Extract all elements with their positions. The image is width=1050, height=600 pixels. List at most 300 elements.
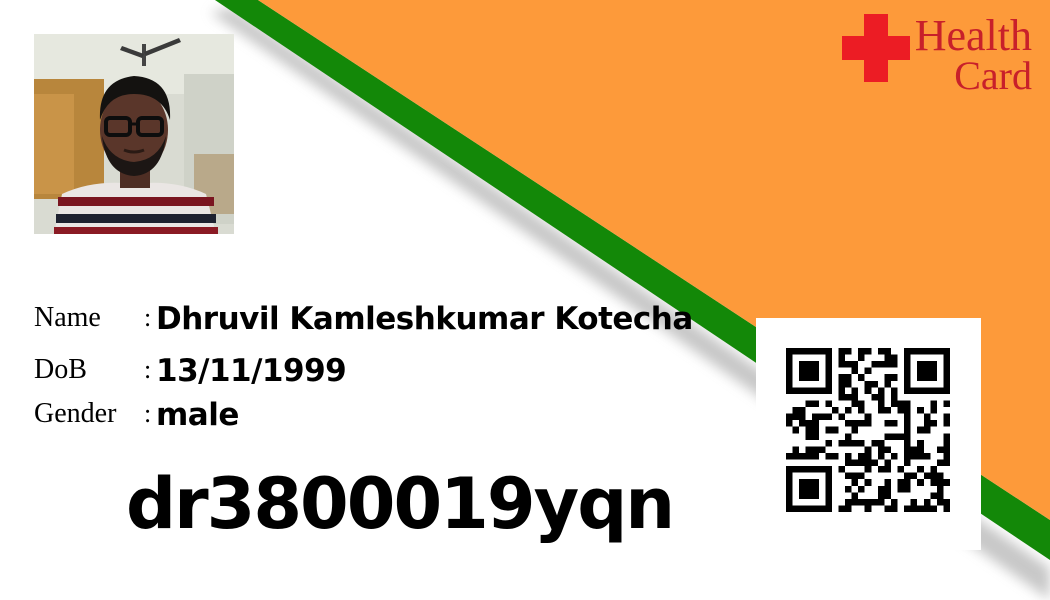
qr-module (806, 400, 813, 407)
qr-module (871, 394, 878, 401)
qr-module (852, 492, 859, 499)
dob-label: DoB (34, 354, 87, 385)
qr-module (852, 473, 859, 480)
qr-module (852, 420, 859, 427)
qr-module (812, 414, 819, 421)
qr-module (793, 466, 800, 473)
qr-module (812, 446, 819, 453)
qr-module (806, 505, 813, 512)
qr-module (825, 414, 832, 421)
qr-module (825, 440, 832, 447)
qr-module (878, 407, 885, 414)
qr-module (838, 381, 845, 388)
qr-module (891, 355, 898, 362)
qr-module (845, 433, 852, 440)
qr-module (917, 348, 924, 355)
qr-module (884, 407, 891, 414)
qr-module (799, 361, 806, 368)
qr-module (806, 486, 813, 493)
qr-module (884, 374, 891, 381)
card-id-number: dr3800019yqn (126, 463, 674, 545)
qr-module (943, 400, 950, 407)
qr-module (930, 479, 937, 486)
qr-module (930, 466, 937, 473)
qr-module (852, 400, 859, 407)
qr-module (786, 414, 793, 421)
qr-module (865, 368, 872, 375)
qr-module (943, 355, 950, 362)
qr-module (838, 466, 845, 473)
qr-module (943, 374, 950, 381)
qr-module (917, 505, 924, 512)
qr-module (904, 407, 911, 414)
qr-module (904, 433, 911, 440)
qr-module (878, 466, 885, 473)
qr-module (825, 400, 832, 407)
qr-module (786, 355, 793, 362)
qr-module (917, 440, 924, 447)
qr-module (943, 499, 950, 506)
qr-module (924, 473, 931, 480)
qr-module (943, 440, 950, 447)
qr-module (786, 361, 793, 368)
qr-module (799, 368, 806, 375)
qr-module (825, 355, 832, 362)
qr-module (904, 368, 911, 375)
qr-module (799, 407, 806, 414)
qr-module (812, 505, 819, 512)
qr-module (865, 414, 872, 421)
qr-module (825, 427, 832, 434)
qr-module (904, 400, 911, 407)
qr-module (812, 361, 819, 368)
qr-module (904, 381, 911, 388)
qr-module (917, 374, 924, 381)
qr-module (799, 414, 806, 421)
qr-module (930, 361, 937, 368)
qr-module (858, 499, 865, 506)
gender-separator: : (144, 399, 152, 428)
qr-module (845, 394, 852, 401)
qr-module (825, 486, 832, 493)
qr-module (911, 499, 918, 506)
qr-module (793, 414, 800, 421)
qr-module (806, 387, 813, 394)
qr-module (884, 466, 891, 473)
qr-module (806, 479, 813, 486)
qr-module (812, 387, 819, 394)
qr-module (845, 361, 852, 368)
qr-module (904, 361, 911, 368)
qr-module (884, 433, 891, 440)
qr-module (924, 387, 931, 394)
qr-module (806, 433, 813, 440)
qr-module (943, 433, 950, 440)
qr-module (825, 492, 832, 499)
qr-module (786, 387, 793, 394)
qr-module (891, 374, 898, 381)
qr-module (924, 368, 931, 375)
qr-module (937, 492, 944, 499)
qr-module (819, 387, 826, 394)
health-card-logo (790, 0, 1050, 110)
qr-module (937, 387, 944, 394)
qr-module (852, 368, 859, 375)
qr-module (904, 420, 911, 427)
qr-module (943, 420, 950, 427)
qr-module (852, 479, 859, 486)
qr-module (812, 492, 819, 499)
qr-module (917, 453, 924, 460)
qr-module (852, 460, 859, 467)
qr-module (943, 361, 950, 368)
qr-module (799, 453, 806, 460)
qr-module (812, 453, 819, 460)
qr-module (878, 361, 885, 368)
qr-module (904, 446, 911, 453)
qr-module (891, 433, 898, 440)
qr-module (812, 400, 819, 407)
qr-module (812, 479, 819, 486)
qr-module (891, 420, 898, 427)
qr-module (845, 453, 852, 460)
qr-module (799, 420, 806, 427)
qr-module (917, 407, 924, 414)
qr-module (865, 505, 872, 512)
qr-module (943, 381, 950, 388)
qr-module (799, 505, 806, 512)
qr-module (917, 368, 924, 375)
qr-module (825, 466, 832, 473)
qr-module (937, 473, 944, 480)
qr-module (819, 466, 826, 473)
red-cross-icon (842, 14, 910, 82)
qr-module (911, 505, 918, 512)
qr-module (825, 499, 832, 506)
qr-module (878, 446, 885, 453)
qr-module (858, 374, 865, 381)
qr-module (917, 427, 924, 434)
qr-module (806, 348, 813, 355)
qr-module (858, 400, 865, 407)
qr-module (891, 505, 898, 512)
qr-module (917, 479, 924, 486)
qr-module (943, 348, 950, 355)
qr-module (786, 348, 793, 355)
qr-module (904, 440, 911, 447)
qr-module (884, 446, 891, 453)
qr-module (812, 466, 819, 473)
gender-value: male (156, 397, 239, 433)
qr-module (884, 460, 891, 467)
qr-module (865, 453, 872, 460)
qr-module (930, 473, 937, 480)
qr-module (819, 505, 826, 512)
qr-module (878, 486, 885, 493)
qr-module (852, 394, 859, 401)
qr-module (898, 407, 905, 414)
qr-module (937, 348, 944, 355)
qr-module (937, 486, 944, 493)
qr-module (858, 473, 865, 480)
qr-module (924, 414, 931, 421)
qr-module (858, 486, 865, 493)
qr-module (871, 440, 878, 447)
qr-module (793, 446, 800, 453)
qr-module (943, 387, 950, 394)
qr-module (793, 427, 800, 434)
qr-code-panel (756, 318, 981, 550)
qr-module (891, 400, 898, 407)
qr-module (793, 505, 800, 512)
dob-value: 13/11/1999 (156, 353, 347, 389)
qr-module (806, 374, 813, 381)
qr-module (865, 420, 872, 427)
qr-module (930, 374, 937, 381)
qr-module (858, 348, 865, 355)
qr-module (884, 479, 891, 486)
qr-module (924, 453, 931, 460)
qr-module (845, 460, 852, 467)
qr-module (904, 374, 911, 381)
qr-module (904, 355, 911, 362)
qr-module (898, 479, 905, 486)
qr-module (845, 381, 852, 388)
qr-module (838, 394, 845, 401)
qr-module (852, 361, 859, 368)
qr-module (884, 420, 891, 427)
qr-module (845, 440, 852, 447)
dob-separator: : (144, 355, 152, 384)
qr-module (799, 348, 806, 355)
qr-module (943, 505, 950, 512)
qr-module (937, 479, 944, 486)
qr-module (865, 460, 872, 467)
qr-module (943, 368, 950, 375)
qr-module (812, 486, 819, 493)
qr-module (786, 453, 793, 460)
qr-module (891, 453, 898, 460)
qr-module (786, 466, 793, 473)
qr-module (786, 374, 793, 381)
qr-module (904, 460, 911, 467)
qr-module (825, 374, 832, 381)
qr-module (806, 466, 813, 473)
qr-module (930, 400, 937, 407)
qr-module (917, 446, 924, 453)
qr-module (825, 479, 832, 486)
qr-module (878, 499, 885, 506)
qr-module (819, 348, 826, 355)
qr-module (904, 348, 911, 355)
qr-module (825, 473, 832, 480)
qr-module (930, 368, 937, 375)
qr-module (898, 486, 905, 493)
qr-module (806, 446, 813, 453)
logo-title-card: Card (954, 53, 1032, 98)
qr-module (858, 420, 865, 427)
qr-module (930, 387, 937, 394)
qr-module (884, 492, 891, 499)
qr-module (832, 427, 839, 434)
qr-module (911, 473, 918, 480)
qr-module (812, 368, 819, 375)
qr-module (799, 486, 806, 493)
qr-module (871, 460, 878, 467)
qr-module (799, 466, 806, 473)
qr-module (812, 374, 819, 381)
qr-module (793, 407, 800, 414)
qr-module (838, 348, 845, 355)
qr-module (806, 453, 813, 460)
qr-module (891, 387, 898, 394)
qr-module (865, 446, 872, 453)
qr-module (825, 368, 832, 375)
qr-module (930, 505, 937, 512)
qr-module (806, 361, 813, 368)
qr-module (898, 466, 905, 473)
qr-module (917, 387, 924, 394)
qr-module (799, 492, 806, 499)
qr-module (838, 361, 845, 368)
qr-module (865, 387, 872, 394)
qr-module (793, 387, 800, 394)
qr-code-icon (786, 348, 950, 512)
qr-module (884, 486, 891, 493)
qr-module (911, 446, 918, 453)
qr-module (904, 479, 911, 486)
qr-module (845, 420, 852, 427)
qr-module (917, 361, 924, 368)
qr-module (924, 427, 931, 434)
qr-module (865, 499, 872, 506)
qr-module (911, 348, 918, 355)
qr-module (884, 355, 891, 362)
qr-module (943, 446, 950, 453)
qr-module (852, 499, 859, 506)
qr-module (924, 499, 931, 506)
qr-module (838, 387, 845, 394)
qr-module (924, 374, 931, 381)
gender-label: Gender (34, 398, 117, 429)
qr-module (845, 505, 852, 512)
qr-module (852, 440, 859, 447)
qr-module (799, 479, 806, 486)
qr-module (812, 420, 819, 427)
qr-module (845, 473, 852, 480)
qr-module (930, 348, 937, 355)
qr-module (865, 381, 872, 388)
qr-module (878, 492, 885, 499)
qr-module (858, 355, 865, 362)
qr-module (793, 348, 800, 355)
qr-module (924, 505, 931, 512)
qr-module (838, 414, 845, 421)
qr-module (786, 473, 793, 480)
qr-module (838, 440, 845, 447)
qr-module (786, 381, 793, 388)
qr-module (904, 414, 911, 421)
qr-module (852, 387, 859, 394)
qr-module (825, 361, 832, 368)
qr-module (806, 420, 813, 427)
name-label: Name (34, 302, 101, 333)
qr-module (845, 374, 852, 381)
qr-module (917, 466, 924, 473)
qr-module (898, 400, 905, 407)
qr-module (825, 387, 832, 394)
profile-photo (34, 34, 234, 234)
qr-module (904, 473, 911, 480)
qr-module (904, 453, 911, 460)
qr-module (904, 486, 911, 493)
qr-module (832, 407, 839, 414)
qr-module (943, 479, 950, 486)
qr-module (891, 361, 898, 368)
qr-module (898, 433, 905, 440)
qr-module (786, 479, 793, 486)
qr-module (884, 348, 891, 355)
qr-module (937, 446, 944, 453)
qr-module (943, 460, 950, 467)
qr-module (845, 486, 852, 493)
qr-module (832, 453, 839, 460)
qr-module (878, 387, 885, 394)
qr-module (878, 394, 885, 401)
qr-module (878, 453, 885, 460)
qr-module (865, 479, 872, 486)
qr-module (786, 486, 793, 493)
qr-module (806, 368, 813, 375)
qr-module (799, 374, 806, 381)
qr-module (911, 387, 918, 394)
qr-module (812, 348, 819, 355)
qr-module (878, 348, 885, 355)
qr-module (812, 427, 819, 434)
qr-module (806, 427, 813, 434)
qr-module (871, 499, 878, 506)
qr-module (937, 499, 944, 506)
qr-module (838, 505, 845, 512)
qr-module (838, 355, 845, 362)
qr-module (858, 460, 865, 467)
qr-module (845, 499, 852, 506)
qr-module (812, 433, 819, 440)
qr-module (930, 407, 937, 414)
qr-module (884, 361, 891, 368)
qr-module (891, 499, 898, 506)
qr-module (852, 427, 859, 434)
qr-module (904, 387, 911, 394)
qr-module (924, 348, 931, 355)
qr-module (878, 440, 885, 447)
qr-module (884, 381, 891, 388)
qr-module (825, 505, 832, 512)
qr-module (825, 453, 832, 460)
qr-module (786, 505, 793, 512)
qr-module (858, 407, 865, 414)
qr-module (845, 348, 852, 355)
qr-module (937, 460, 944, 467)
qr-module (878, 400, 885, 407)
qr-module (924, 361, 931, 368)
qr-module (819, 446, 826, 453)
qr-module (884, 505, 891, 512)
qr-module (845, 407, 852, 414)
qr-module (793, 453, 800, 460)
qr-module (871, 361, 878, 368)
qr-module (930, 420, 937, 427)
